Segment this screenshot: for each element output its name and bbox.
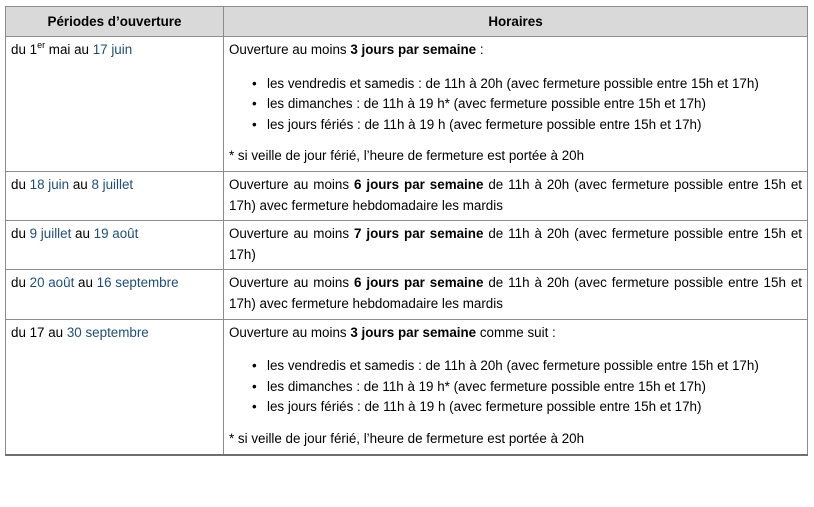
hours-cell: Ouverture au moins 6 jours par semaine de 11h à 20h (avec fermeture possible entre 15h et 17h) avec fermeture hebdomadaire les mardis [224,270,808,319]
period-end-date: 16 septembre [96,275,179,291]
table-row [6,171,808,220]
list-item: • les jours fériés : de 11h à 19 h (avec fermeture possible entre 15h et 17h) [229,115,802,136]
period-cell: du 18 juin au 8 juillet [6,171,224,220]
bullet-icon: • [252,96,257,112]
opening-hours-table [5,6,808,456]
period-cell: du 20 août au 16 septembre [6,270,224,319]
period-end-date: 8 juillet [91,176,134,192]
bullet-icon: • [252,358,257,374]
footnote: * si veille de jour férié, l’heure de fermeture est portée à 20h [229,148,585,164]
list-item: • les jours fériés : de 11h à 19 h (avec fermeture possible entre 15h et 17h) [229,397,802,418]
hours-intro: Ouverture au moins 3 jours par semaine : [229,42,484,57]
hours-intro: Ouverture au moins 3 jours par semaine comme suit : [229,324,556,340]
list-item: • les dimanches : de 11h à 19 h* (avec fermeture possible entre 15h et 17h) [229,94,802,115]
hours-list [229,356,802,418]
hours-cell [224,37,808,172]
period-cell: du 1er mai au 17 juin [6,37,224,172]
header-periods: Périodes d’ouverture [6,7,224,37]
hours-list [229,74,802,136]
list-item: • les vendredis et samedis : de 11h à 20h (avec fermeture possible entre 15h et 17h) [229,74,802,95]
table-row [6,270,808,319]
period-cell: du 17 au 30 septembre [6,319,224,454]
period-end-date: 19 août [93,226,139,242]
table-row [6,37,808,172]
period-end-date: 30 septembre [66,324,149,340]
period-start-date: 18 juin [29,176,70,192]
hours-cell [224,319,808,454]
list-item: • les dimanches : de 11h à 19 h* (avec fermeture possible entre 15h et 17h) [229,377,802,398]
bullet-icon: • [252,399,257,415]
period-cell: du 9 juillet au 19 août [6,221,224,270]
hours-cell: Ouverture au moins 7 jours par semaine de 11h à 20h (avec fermeture possible entre 15h et 17h) [224,221,808,270]
header-hours: Horaires [224,7,808,37]
bullet-icon: • [252,75,257,91]
table-header-row [6,7,808,37]
list-item: • les vendredis et samedis : de 11h à 20h (avec fermeture possible entre 15h et 17h) [229,356,802,377]
hours-cell: Ouverture au moins 6 jours par semaine de 11h à 20h (avec fermeture possible entre 15h et 17h) avec fermeture hebdomadaire les mardis [224,171,808,220]
bullet-icon: • [252,378,257,394]
period-start-date: 9 juillet [29,226,72,242]
footnote: * si veille de jour férié, l’heure de fermeture est portée à 20h [229,430,585,446]
period-end-date: 17 juin [92,42,133,57]
period-start-date: 20 août [29,275,75,291]
table-row [6,221,808,270]
table-row [6,319,808,454]
bullet-icon: • [252,116,257,132]
